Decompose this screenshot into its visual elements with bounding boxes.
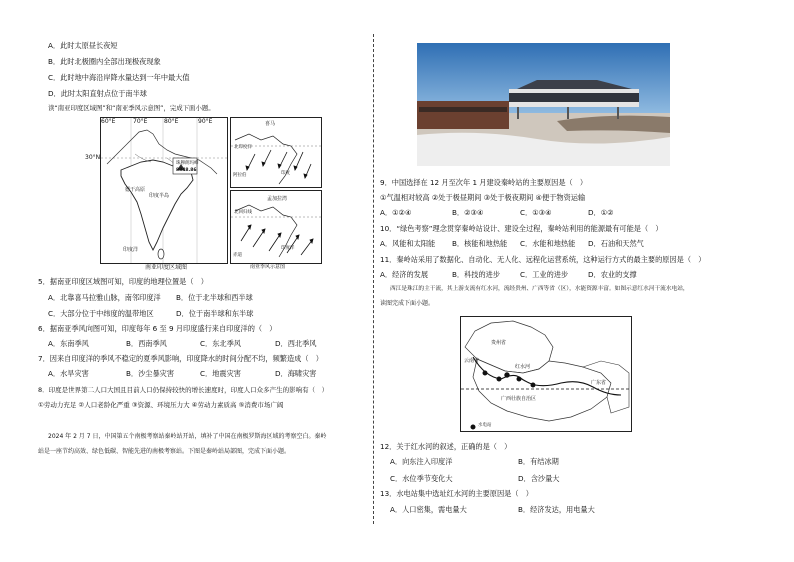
- lbl-bottom-b: 北回归线: [234, 210, 252, 215]
- q11-stem: 11．秦岭站采用了数据化、自动化、无人化、远程化运营系统，这种运行方式的最主要的原因是（ ）: [380, 255, 706, 264]
- q10-option-d[interactable]: D．石油和天然气: [588, 239, 644, 248]
- q4-option-a: A．此时太原昼长夜短: [48, 41, 118, 50]
- ocean-label: 印度洋: [123, 247, 139, 253]
- q6-option-c[interactable]: C．东北季风: [200, 339, 241, 348]
- q6-option-b[interactable]: B．西南季风: [126, 339, 167, 348]
- lon-60-label: 60°E: [101, 118, 116, 125]
- q4-option-d: D．此时太阳直射点位于南半球: [48, 89, 147, 98]
- q7-option-d[interactable]: D．海啸灾害: [275, 369, 317, 378]
- q12-option-b[interactable]: B．有结冰期: [518, 457, 559, 466]
- intro-station-1: 2024 年 2 月 7 日，中国第五个南极考察站秦岭站开站，填补了中国在南极罗斯海区域的考察空白。秦岭: [48, 433, 327, 440]
- intro-river-2: 读图完成下面小题。: [380, 300, 435, 307]
- intro-river-1: 西江是珠江的主干流，其上游支流有红水河，流经贵州、广西等省（区），水能资源丰富。如图示意红水河干流水电站，: [390, 286, 689, 292]
- q9-option-c[interactable]: C．①③④: [520, 208, 552, 217]
- q12-option-d[interactable]: D．含沙量大: [518, 474, 560, 483]
- q9-option-a[interactable]: A．①②④: [380, 208, 412, 217]
- q11-option-c[interactable]: C．工业的进步: [520, 270, 569, 279]
- q10-option-b[interactable]: B．核能和地热能: [452, 239, 508, 248]
- lbl-tibet-top: 喜马: [265, 121, 276, 127]
- q8-items: ①劳动力充足 ②人口老龄化严重 ③资源、环境压力大 ④劳动力素质高 ⑤消费市场广阔: [38, 401, 284, 409]
- lbl-guizhou: 贵州省: [491, 340, 507, 346]
- peninsula-label: 印度半岛: [149, 193, 170, 199]
- monsoon-winter-panel: [230, 117, 322, 188]
- q7-option-c[interactable]: C．地震灾害: [200, 369, 241, 378]
- q5-option-b[interactable]: B．位于北半球和西半球: [176, 293, 253, 302]
- q12-option-c[interactable]: C．水位季节变化大: [390, 474, 453, 483]
- q10-stem: 10．“绿色考察”理念贯穿秦岭站设计、建设全过程，秦岭站利用的能源最有可能是（ ）: [380, 224, 663, 233]
- q13-stem: 13．水电站集中选址红水河的主要原因是（ ）: [380, 489, 533, 498]
- q11-option-d[interactable]: D．农业的支撑: [588, 270, 637, 279]
- india-map-caption: 南亚印度区域图: [145, 264, 188, 271]
- q6-option-a[interactable]: A．东南季风: [48, 339, 89, 348]
- q9-option-b[interactable]: B．②③④: [452, 208, 484, 217]
- lbl-top-a: 北印度洋: [234, 145, 252, 150]
- q13-option-a[interactable]: A．人口密集，需电量大: [390, 505, 467, 514]
- q5-stem: 5．据南亚印度区域图可知，印度的地理位置是（ ）: [38, 277, 208, 286]
- q12-option-a[interactable]: A．向东注入印度洋: [390, 457, 453, 466]
- lbl-bottom-c: 印度洋: [281, 246, 295, 251]
- q13-option-b[interactable]: B．经济发达，用电量大: [518, 505, 595, 514]
- q5-option-a[interactable]: A．北靠喜马拉雅山脉，南邻印度洋: [48, 293, 161, 302]
- monsoon-summer-panel: [230, 190, 322, 264]
- lbl-yunnan: 云南省: [464, 358, 480, 364]
- lon-90-label: 90°E: [198, 118, 213, 125]
- q10-option-c[interactable]: C．水能和地热能: [520, 239, 576, 248]
- q7-stem: 7．因来自印度洋的季风不稳定的夏季风影响，印度降水的时间分配不均，频繁造成（ ）: [38, 354, 323, 363]
- peak-label: 珠穆朗玛峰: [176, 161, 199, 166]
- lbl-guangxi: 广西壮族自治区: [501, 396, 537, 402]
- lbl-guangdong: 广东省: [591, 380, 607, 386]
- lbl-bottom-d: 赤道: [233, 253, 242, 258]
- q9-option-d[interactable]: D．①②: [588, 208, 614, 217]
- station-photo: [417, 43, 670, 166]
- hongshui-river-map: [460, 316, 632, 432]
- q6-option-d[interactable]: D．西北季风: [275, 339, 317, 348]
- lon-70-label: 70°E: [133, 118, 148, 125]
- india-region-map: [100, 117, 228, 264]
- lbl-hongshui: 红水河: [515, 364, 531, 370]
- intro-station-2: 站是一座节约高效、绿色低碳、智能先进的南极考察站。下图是秦岭站局部图，完成下面小题。: [38, 448, 291, 455]
- q10-option-a[interactable]: A．风能和太阳能: [380, 239, 436, 248]
- column-divider: [373, 34, 374, 524]
- q11-option-a[interactable]: A．经济的发展: [380, 270, 429, 279]
- q9-stem: 9．中国选择在 12 月至次年 1 月建设秦岭站的主要原因是（ ）: [380, 178, 588, 187]
- lon-80-label: 80°E: [164, 118, 179, 125]
- q9-items: ①气温相对较高 ②处于极昼期间 ③处于极夜期间 ④便于物资运输: [380, 193, 586, 202]
- q4-option-b: B．此时北极圈内全部出现极夜现象: [48, 57, 161, 66]
- monsoon-caption: 南亚季风示意图: [250, 264, 286, 270]
- lbl-top-b: 阿拉伯: [233, 173, 247, 178]
- q11-option-b[interactable]: B．科技的进步: [452, 270, 501, 279]
- q8-stem: 8．印度是世界第二人口大国且目前人口仍保持较快的增长速度时，印度人口众多产生的影响有（ ）: [38, 386, 329, 394]
- q7-option-b[interactable]: B．沙尘暴灾害: [126, 369, 175, 378]
- lbl-legend: 水电站: [478, 423, 492, 428]
- q12-stem: 12．关于红水河的叙述，正确的是（ ）: [380, 442, 512, 451]
- q4-option-c: C．此时地中海沿岸降水量达到一年中最大值: [48, 73, 190, 82]
- intro-india: 读“南亚印度区域图”和“南亚季风示意图”，完成下面小题。: [48, 104, 215, 112]
- q5-option-d[interactable]: D．位于南半球和东半球: [176, 309, 254, 318]
- lbl-bottom-a: 孟加拉湾: [267, 196, 288, 202]
- peak-height: 8848.86: [176, 168, 197, 173]
- lbl-top-c: 印度: [281, 171, 290, 176]
- q5-option-c[interactable]: C．大部分位于中纬度的温带地区: [48, 309, 154, 318]
- q7-option-a[interactable]: A．水旱灾害: [48, 369, 89, 378]
- lat-30-label: 30°N: [85, 154, 101, 161]
- plateau-label: 德干高原: [125, 187, 146, 193]
- q6-stem: 6．据南亚季风向图可知，印度每年 6 至 9 月印度盛行来自印度洋的（ ）: [38, 324, 277, 333]
